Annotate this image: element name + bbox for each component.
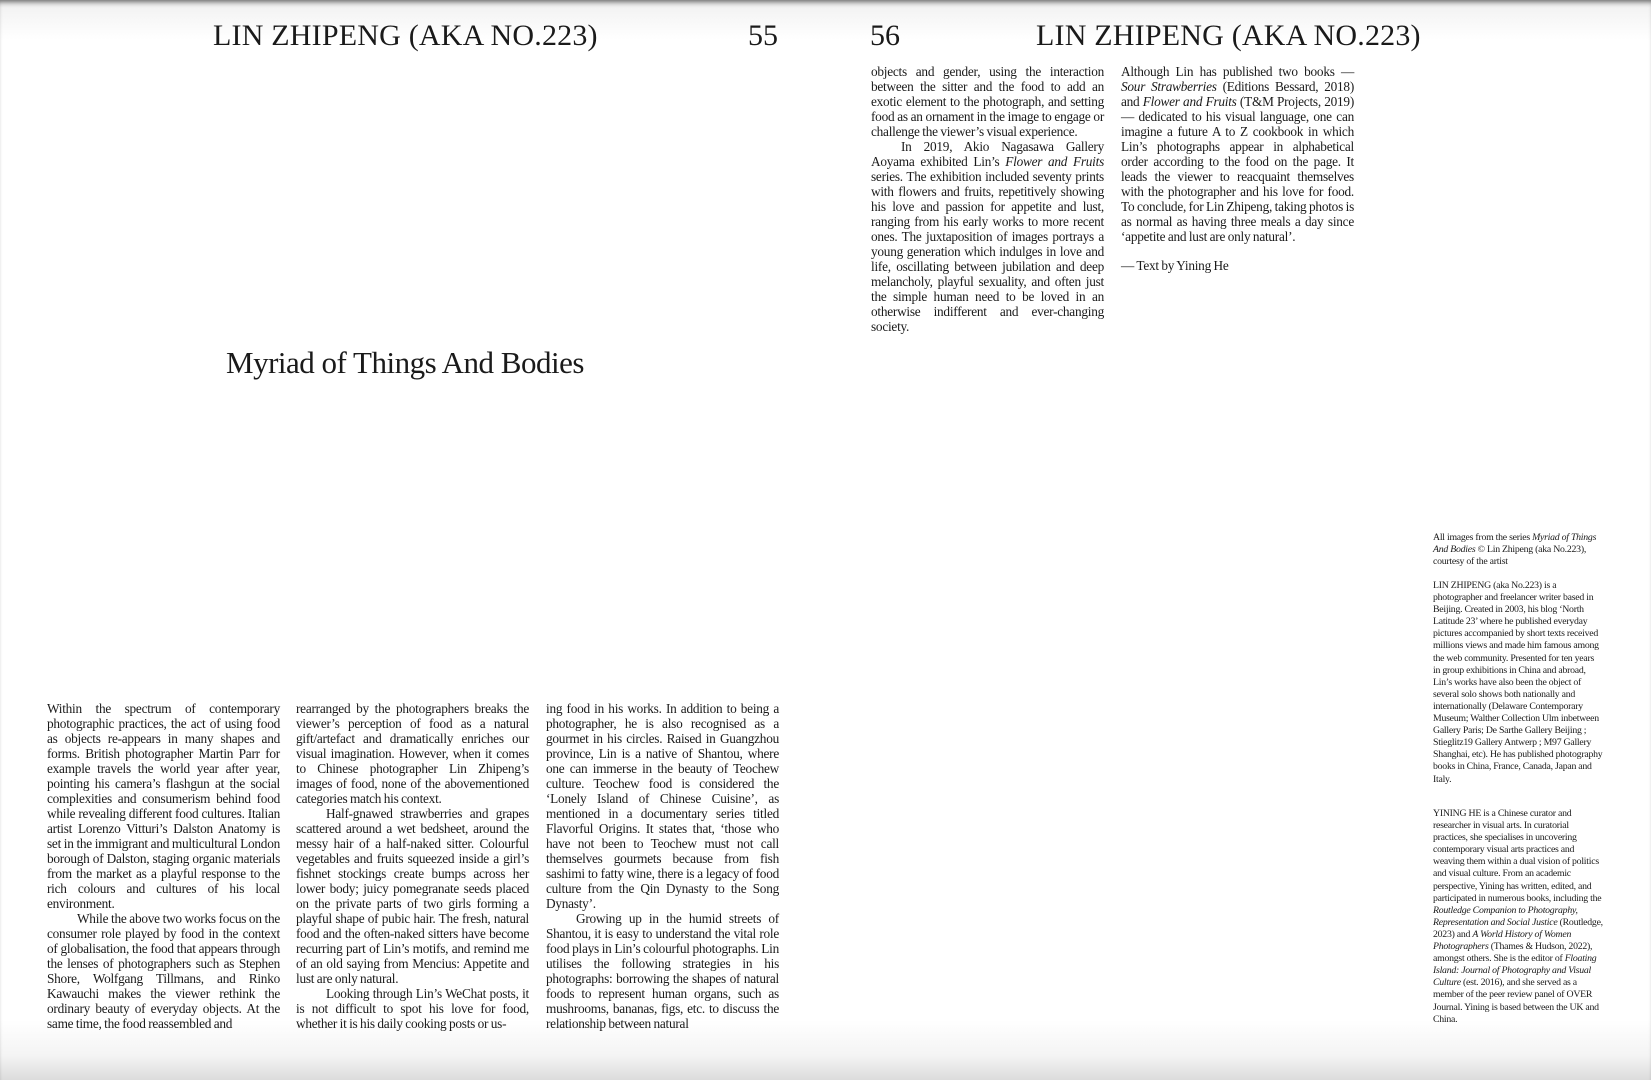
text-run: (est. 2016), and she served as a member of the peer review panel of OVER Journal. Yining is based between the UK and China. xyxy=(1433,977,1599,1025)
text-run: (Editions Bessard, 2018) and xyxy=(1121,79,1355,109)
book-title: Flower and Fruits xyxy=(1005,154,1105,169)
paragraph: Looking through Lin’s WeChat posts, it is not difficult to spot his love for food, whether it is his daily cooking posts or us- xyxy=(296,986,529,1031)
text-run: © Lin Zhipeng (aka No.223), courtesy of the artist xyxy=(1433,544,1587,568)
text-run: In 2019, Akio Nagasawa Gallery Aoyama exhibited Lin’s xyxy=(871,139,1104,169)
text-run: (Routledge, 2023) and xyxy=(1433,916,1603,940)
article-title: Myriad of Things And Bodies xyxy=(226,345,584,380)
artist-bio xyxy=(1433,580,1603,786)
paragraph xyxy=(1121,64,1354,244)
paragraph: Within the spectrum of contemporary photographic practices, the act of using food as objects re-appears in many shapes and forms. British photographer Martin Parr for example travels the world year after year, pointing his camera’s flashgun at the social complexities and consumerism behind food while revealing different food cultures. Italian artist Lorenzo Vitturi’s Dalston Anatomy is set in the immigrant and multicultural London borough of Dalston, staging organic materials from the market as a playful response to the rich colours and cultures of his local environment. xyxy=(47,701,280,911)
left-page xyxy=(0,0,825,1080)
text-run: series. The exhibition included seventy prints with flowers and fruits, repetitively showing his love and passion for appetite and lust, ranging from his early works to more recent ones. The juxtaposition of images portrays a young generation which indulges in love and life, oscillating between jubilation and deep melancholy, playful sexuality, and often just the simple human need to be loved in an otherwise indifferent and ever-changing society. xyxy=(871,169,1104,334)
text-column-2 xyxy=(296,701,529,1031)
bio-text: LIN ZHIPENG (aka No.223) is a photographer and freelancer writer based in Beijing. Created in 2003, his blog ‘North Latitude 23’ where he published everyday pictures accompanied by short texts received millions views and made him famous among the web community. Presented for ten years in group exhibitions in China and abroad, Lin’s works have also been the object of several solo shows both nationally and internationally (Delaware Contemporary Museum; Walther Collection Ulm inbetween Gallery Paris; De Sarthe Gallery Beijing ; Stieglitz19 Gallery Antwerp ; M97 Gallery Shanghai, etc). He has published photography books in China, France, Canada, Japan and Italy. xyxy=(1433,580,1603,785)
paragraph: Growing up in the humid streets of Shantou, it is easy to understand the vital role food plays in Lin’s colourful photographs. Lin utilises the following strategies in his photographs: borrowing the shapes of natural foods to represent human organs, such as mushrooms, bananas, figs, etc. to discuss the relationship between natural xyxy=(546,911,779,1031)
text-column-1 xyxy=(47,701,280,1031)
text-run: Although Lin has published two books — xyxy=(1121,64,1354,79)
paragraph: Half-gnawed strawberries and grapes scattered around a wet bedsheet, around the messy hair of a half-naked sitter. Colourful vegetables and fruits squeezed inside a girl’s fishnet stockings create bumps across her lower body; juicy pomegranate seeds placed on the private parts of two girls forming a playful shape of pubic hair. The fresh, natural food and the often-naked sitters have become recurring part of Lin’s motifs, and remind me of an old saying from Mencius: Appetite and lust are only natural. xyxy=(296,806,529,986)
text-run: (T&M Projects, 2019) — dedicated to his visual language, one can imagine a future A to Z cookbook in which Lin’s photographs appear in alphabetical order according to the food on the page. It leads the viewer to reacquaint themselves with the photographer and his love for food. To conclude, for Lin Zhipeng, taking photos is as normal as having three meals a day since ‘appetite and lust are only natural’. xyxy=(1121,94,1355,244)
paragraph xyxy=(871,139,1104,334)
running-head-right: LIN ZHIPENG (AKA NO.223) xyxy=(1036,19,1421,52)
book-title: Sour Strawberries xyxy=(1121,79,1217,94)
page-number-right: 56 xyxy=(870,19,900,52)
text-column-5 xyxy=(1121,64,1354,273)
paragraph: ing food in his works. In addition to being a photographer, he is also recognised as a gourmet in his circles. Raised in Guangzhou province, Lin is a native of Shantou, where one can immerse in the beauty of Teochew culture. Teochew food is considered the ‘Lonely Island of Chinese Cuisine’, as mentioned in a documentary series titled Flavorful Origins. It states that, ‘those who have not been to Teochew must not call themselves gourmets because from fish sashimi to fatty wine, there is a legacy of food culture from the Qin Dynasty to the Song Dynasty’. xyxy=(546,701,779,911)
right-page xyxy=(825,0,1651,1080)
text-run: All images from the series xyxy=(1433,532,1533,543)
author-bio xyxy=(1433,808,1603,1026)
bio-text xyxy=(1433,808,1603,1026)
image-credits xyxy=(1433,532,1603,568)
book-title: A World History of Women Photographers xyxy=(1433,928,1572,953)
series-title: Myriad of Things And Bodies xyxy=(1433,532,1597,556)
page-number-left: 55 xyxy=(748,19,778,52)
paragraph: objects and gender, using the interaction between the sitter and the food to add an exotic element to the photograph, and setting food as an ornament in the image to engage or challenge the viewer’s visual experience. xyxy=(871,64,1104,139)
book-title: Flower and Fruits xyxy=(1142,94,1237,109)
book-title: Routledge Companion to Photography, Representation and Social Justice xyxy=(1433,904,1578,928)
paragraph: rearranged by the photographers breaks the viewer’s perception of food as a natural gift/artefact and dramatically enriches our visual imagination. However, when it comes to Chinese photographer Lin Zhipeng’s images of food, none of the abovementioned categories match his context. xyxy=(296,701,529,806)
text-column-3 xyxy=(546,701,779,1031)
running-head-left: LIN ZHIPENG (AKA NO.223) xyxy=(213,19,598,52)
text-run: (Thames & Hudson, 2022), amongst others. She is the editor of xyxy=(1433,941,1593,965)
paragraph: While the above two works focus on the consumer role played by food in the context of globalisation, the food that appears through the lenses of photographers such as Stephen Shore, Wolfgang Tillmans, and Rinko Kawauchi makes the viewer rethink the ordinary beauty of everyday objects. At the same time, the food reassembled and xyxy=(47,911,280,1031)
text-run: YINING HE is a Chinese curator and researcher in visual arts. In curatorial practices, she specialises in uncovering contemporary visual arts practices and weaving them within a dual vision of politics and visual culture. From an academic perspective, Yining has written, edited, and participated in numerous books, including the xyxy=(1433,808,1602,904)
text-column-4 xyxy=(871,64,1104,334)
journal-title: Floating Island: Journal of Photography and Visual Culture xyxy=(1433,953,1597,989)
credits-text xyxy=(1433,532,1603,568)
author-signature: — Text by Yining He xyxy=(1121,258,1229,273)
